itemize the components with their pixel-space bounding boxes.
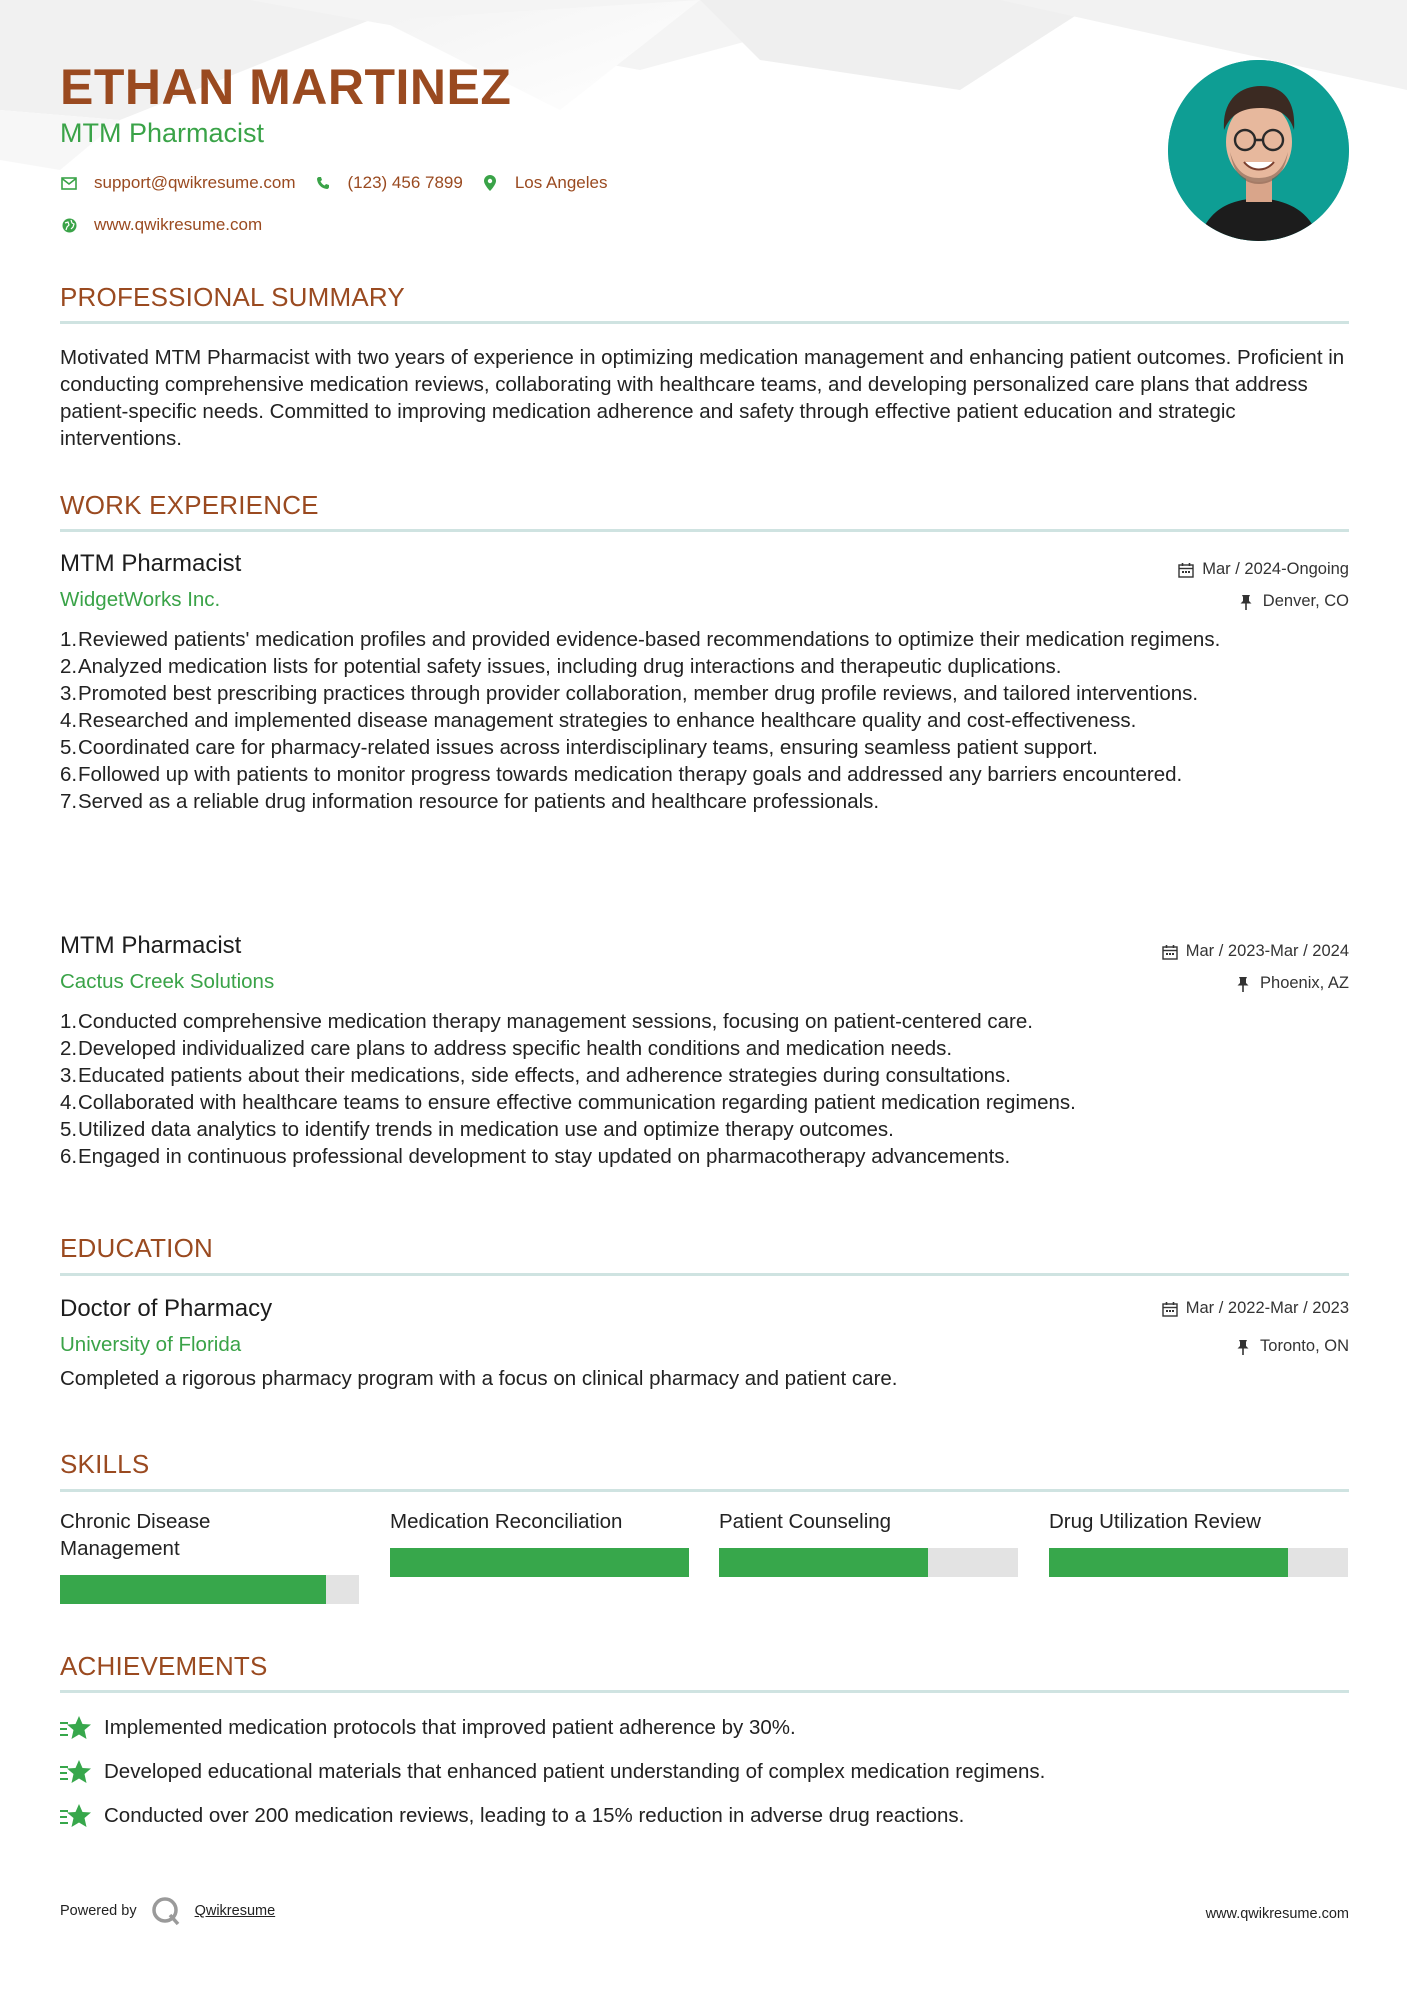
experience-heading: WORK EXPERIENCE	[60, 490, 319, 520]
job-bullet	[60, 707, 1349, 734]
skill-bar-fill	[390, 1548, 689, 1577]
job-bullet	[60, 680, 1349, 707]
contact-phone[interactable]	[314, 173, 463, 193]
bullet-number: 5.	[60, 1118, 78, 1141]
achievement-text: Implemented medication protocols that improved patient adherence by 30%.	[104, 1716, 796, 1739]
skill-label: Patient Counseling	[719, 1510, 892, 1533]
job-company: Cactus Creek Solutions	[60, 970, 275, 993]
bullet-number: 4.	[60, 1091, 78, 1114]
job-bullets	[60, 1008, 1349, 1170]
brand-link[interactable]: Qwikresume	[194, 1903, 276, 1919]
bullet-text: Researched and implemented disease management strategies to enhance healthcare quality and cost-effectiveness.	[78, 709, 1137, 732]
section-divider	[60, 1489, 1349, 1492]
job-bullet	[60, 1116, 1349, 1143]
profile-photo	[1168, 60, 1349, 241]
education-entry	[60, 1295, 1349, 1392]
star-badge-icon	[60, 1758, 92, 1786]
powered-by-label: Powered by	[60, 1903, 137, 1919]
bullet-number: 3.	[60, 1064, 78, 1087]
job-role: MTM Pharmacist	[60, 932, 242, 959]
achievement-text: Conducted over 200 medication reviews, leading to a 15% reduction in adverse drug reactions.	[104, 1804, 965, 1827]
bullet-text: Served as a reliable drug information resource for patients and healthcare professionals.	[78, 790, 880, 813]
bullet-number: 6.	[60, 763, 78, 786]
section-divider	[60, 1690, 1349, 1693]
envelope-icon	[60, 174, 78, 192]
website-text: www.qwikresume.com	[94, 215, 263, 234]
bullet-number: 4.	[60, 709, 78, 732]
summary-text: Motivated MTM Pharmacist with two years of experience in optimizing medication management and enhancing patient outcomes. Proficient in conducting comprehensive medication reviews, collaborating with healthcare teams, and developing personalized care plans that address patient-specific needs. Committed to improving medication adherence and safety through effective patient education and strategic interventions.	[60, 346, 1345, 450]
phone-text: (123) 456 7899	[347, 173, 463, 192]
bullet-number: 6.	[60, 1145, 78, 1168]
education-location	[1236, 1337, 1349, 1356]
resume-page	[60, 0, 1349, 1990]
bullet-text: Reviewed patients' medication profiles and provided evidence-based recommendations to optimize their medication regimens.	[78, 628, 1221, 651]
job-location	[1239, 592, 1349, 611]
contact-location	[481, 173, 608, 193]
job-bullet	[60, 1143, 1349, 1170]
education-location-text: Toronto, ON	[1260, 1337, 1349, 1355]
calendar-icon	[1178, 562, 1194, 578]
footer-website[interactable]: www.qwikresume.com	[1205, 1906, 1349, 1922]
job-dates	[1162, 942, 1349, 961]
skill-item	[60, 1508, 359, 1562]
school: University of Florida	[60, 1333, 242, 1356]
bullet-text: Developed individualized care plans to address specific health conditions and medication needs.	[78, 1037, 953, 1060]
job-bullet	[60, 626, 1349, 653]
bullet-number: 1.	[60, 1010, 78, 1033]
summary-heading: PROFESSIONAL SUMMARY	[60, 282, 405, 312]
job-bullet	[60, 1008, 1349, 1035]
education-dates	[1162, 1299, 1349, 1318]
phone-icon	[314, 174, 332, 192]
bullet-number: 7.	[60, 790, 78, 813]
job-entry	[60, 932, 1349, 1170]
skill-bar-fill	[60, 1575, 326, 1604]
bullet-number: 1.	[60, 628, 78, 651]
job-bullet	[60, 761, 1349, 788]
calendar-icon	[1162, 1301, 1178, 1317]
job-bullet	[60, 653, 1349, 680]
email-text: support@qwikresume.com	[94, 173, 296, 192]
bullet-text: Followed up with patients to monitor progress towards medication therapy goals and addressed any barriers encountered.	[78, 763, 1183, 786]
job-dates-text: Mar / 2023-Mar / 2024	[1185, 942, 1349, 960]
skill-label: Drug Utilization Review	[1049, 1510, 1261, 1533]
bullet-number: 5.	[60, 736, 78, 759]
candidate-title: MTM Pharmacist	[60, 118, 265, 148]
education-heading: EDUCATION	[60, 1233, 213, 1263]
skill-bar	[60, 1575, 359, 1604]
bullet-text: Collaborated with healthcare teams to ensure effective communication regarding patient medication regimens.	[78, 1091, 1076, 1114]
pushpin-icon	[1236, 1339, 1252, 1355]
achievement-item	[60, 1758, 1045, 1786]
skill-label: Medication Reconciliation	[390, 1510, 623, 1533]
bullet-number: 3.	[60, 682, 78, 705]
skill-item	[390, 1508, 689, 1535]
star-badge-icon	[60, 1802, 92, 1830]
bullet-text: Coordinated care for pharmacy-related issues across interdisciplinary teams, ensuring seamless patient support.	[78, 736, 1098, 759]
contact-row	[60, 173, 625, 193]
job-dates	[1178, 560, 1349, 579]
skill-bar	[1049, 1548, 1348, 1577]
skill-label: Chronic Disease Management	[60, 1510, 211, 1560]
bullet-text: Educated patients about their medications, side effects, and adherence strategies during consultations.	[78, 1064, 1011, 1087]
job-dates-text: Mar / 2024-Ongoing	[1202, 560, 1349, 578]
skill-bar	[719, 1548, 1018, 1577]
location-text: Los Angeles	[514, 173, 608, 192]
job-bullet	[60, 734, 1349, 761]
skill-item	[1049, 1508, 1348, 1535]
pushpin-icon	[1239, 594, 1255, 610]
skills-heading: SKILLS	[60, 1449, 150, 1479]
achievement-item	[60, 1714, 796, 1742]
achievements-heading: ACHIEVEMENTS	[60, 1651, 268, 1681]
footer-powered-by	[60, 1896, 275, 1926]
bullet-text: Analyzed medication lists for potential safety issues, including drug interactions and therapeutic duplications.	[78, 655, 1062, 678]
bullet-text: Promoted best prescribing practices through provider collaboration, member drug profile reviews, and tailored interventions.	[78, 682, 1199, 705]
job-entry	[60, 550, 1349, 815]
job-location	[1236, 974, 1349, 993]
contact-website[interactable]	[60, 215, 262, 235]
section-divider	[60, 1273, 1349, 1276]
skill-item	[719, 1508, 1018, 1535]
candidate-name: ETHAN MARTINEZ	[60, 59, 512, 115]
education-description: Completed a rigorous pharmacy program with a focus on clinical pharmacy and patient care.	[60, 1367, 898, 1390]
job-location-text: Phoenix, AZ	[1260, 974, 1349, 992]
skill-bar-fill	[719, 1548, 928, 1577]
map-marker-icon	[481, 174, 499, 192]
section-divider	[60, 529, 1349, 532]
skill-bar	[390, 1548, 689, 1577]
bullet-text: Engaged in continuous professional development to stay updated on pharmacotherapy advancements.	[78, 1145, 1011, 1168]
contact-email[interactable]	[60, 173, 296, 193]
job-bullet	[60, 1035, 1349, 1062]
job-bullets	[60, 626, 1349, 815]
star-badge-icon	[60, 1714, 92, 1742]
bullet-text: Utilized data analytics to identify trends in medication use and optimize therapy outcomes.	[78, 1118, 894, 1141]
achievement-item	[60, 1802, 964, 1830]
skills-grid	[60, 1508, 1349, 1618]
qwikresume-logo-icon	[151, 1896, 181, 1926]
job-role: MTM Pharmacist	[60, 550, 242, 577]
job-location-text: Denver, CO	[1262, 592, 1349, 610]
bullet-text: Conducted comprehensive medication therapy management sessions, focusing on patient-centered care.	[78, 1010, 1033, 1033]
section-divider	[60, 321, 1349, 324]
job-bullet	[60, 788, 1349, 815]
job-bullet	[60, 1089, 1349, 1116]
calendar-icon	[1162, 944, 1178, 960]
job-bullet	[60, 1062, 1349, 1089]
achievement-text: Developed educational materials that enhanced patient understanding of complex medication regimens.	[104, 1760, 1046, 1783]
bullet-number: 2.	[60, 655, 78, 678]
pushpin-icon	[1236, 976, 1252, 992]
bullet-number: 2.	[60, 1037, 78, 1060]
job-company: WidgetWorks Inc.	[60, 588, 221, 611]
skill-bar-fill	[1049, 1548, 1288, 1577]
globe-icon	[60, 216, 78, 234]
website-row	[60, 215, 280, 235]
degree: Doctor of Pharmacy	[60, 1295, 273, 1322]
education-dates-text: Mar / 2022-Mar / 2023	[1185, 1299, 1349, 1317]
